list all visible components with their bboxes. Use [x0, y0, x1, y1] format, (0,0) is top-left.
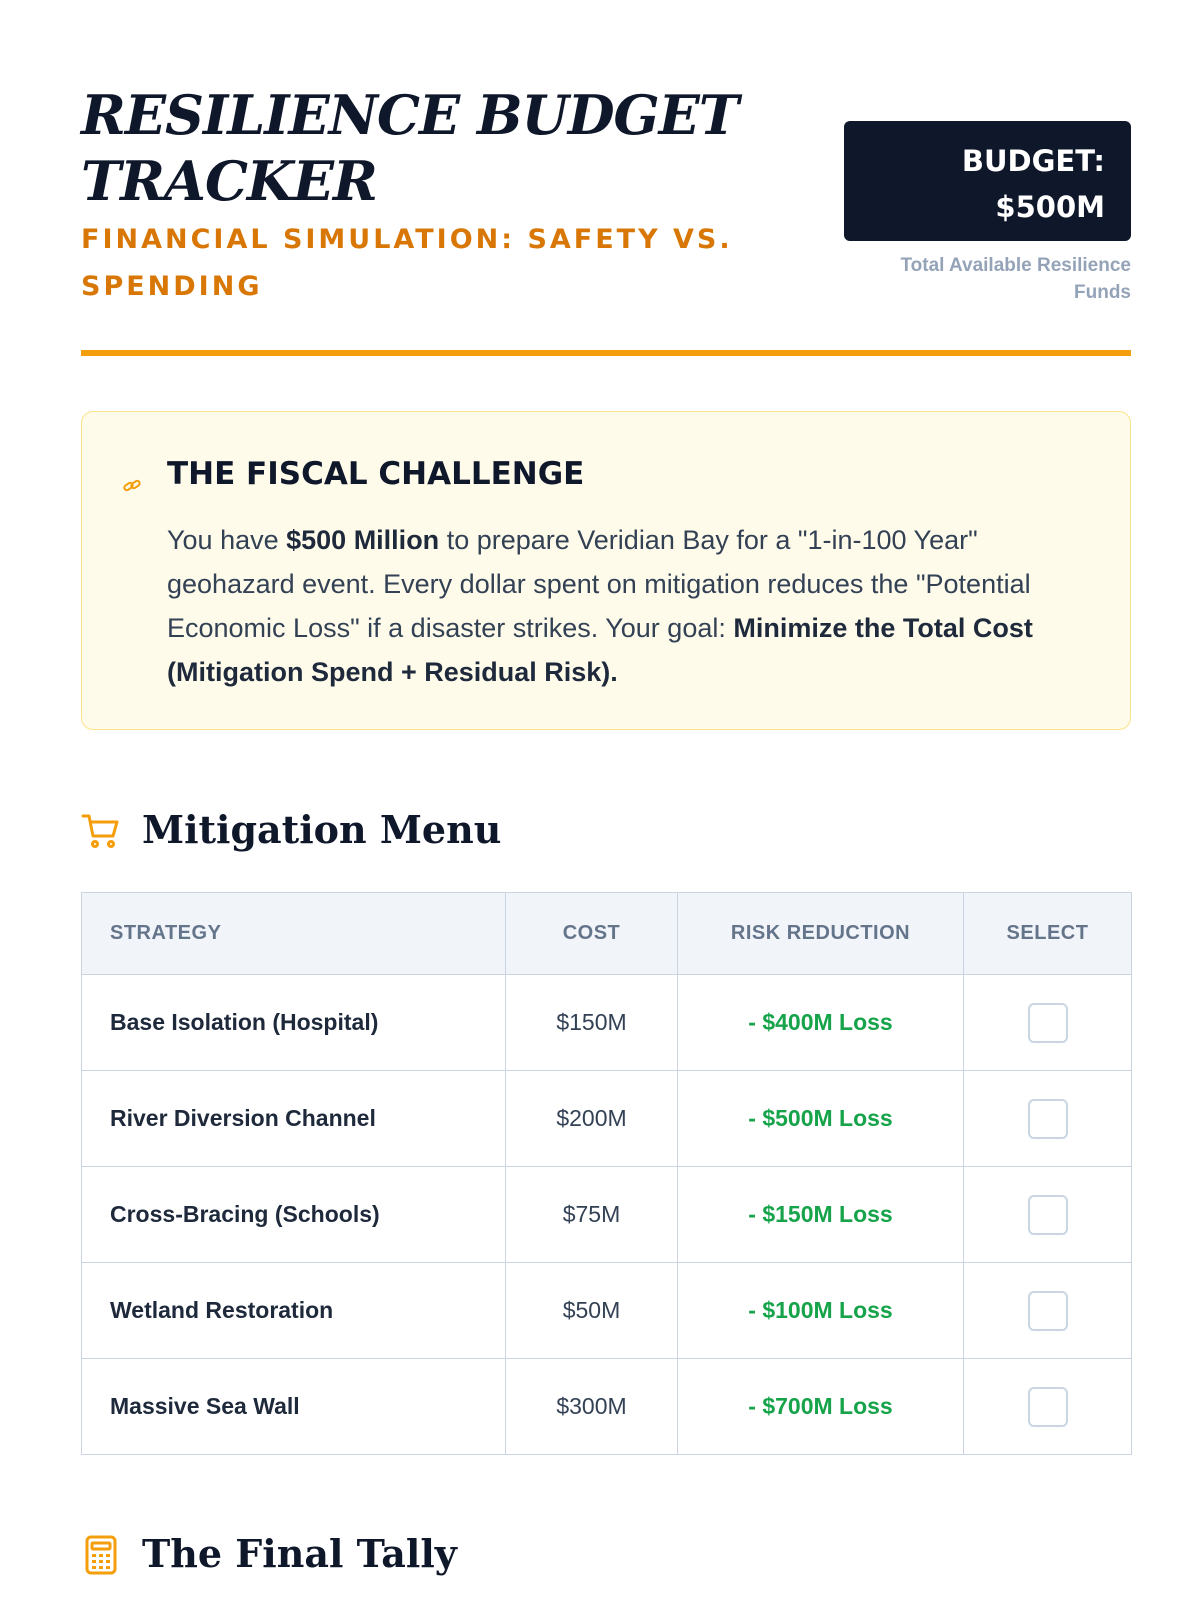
table-row	[82, 1167, 1132, 1263]
strategy-cost: $150M	[506, 975, 678, 1071]
challenge-budget-amount: $500 Million	[286, 525, 440, 555]
strategy-risk-reduction: - $100M Loss	[678, 1263, 964, 1359]
tally-heading: The Final Tally	[142, 1531, 457, 1576]
strategy-name: Massive Sea Wall	[82, 1359, 506, 1455]
challenge-text	[167, 518, 1097, 694]
select-cell	[964, 975, 1132, 1071]
page-title: RESILIENCE BUDGET TRACKER	[81, 83, 738, 213]
select-cell	[964, 1167, 1132, 1263]
select-checkbox[interactable]	[1028, 1291, 1068, 1331]
challenge-title: THE FISCAL CHALLENGE	[167, 456, 585, 492]
strategy-cost: $75M	[506, 1167, 678, 1263]
select-checkbox[interactable]	[1028, 1099, 1068, 1139]
strategy-risk-reduction: - $400M Loss	[678, 975, 964, 1071]
strategy-name: Wetland Restoration	[82, 1263, 506, 1359]
challenge-goal: Minimize the Total Cost (Mitigation Spend + Residual Risk).	[167, 613, 1033, 687]
table-row	[82, 975, 1132, 1071]
column-header-strategy: STRATEGY	[82, 893, 506, 975]
page-subtitle: FINANCIAL SIMULATION: SAFETY VS. SPENDING	[81, 224, 733, 302]
strategy-risk-reduction: - $700M Loss	[678, 1359, 964, 1455]
header-divider	[81, 350, 1131, 356]
fiscal-challenge-card	[81, 411, 1131, 730]
link-icon	[122, 476, 142, 496]
challenge-text-part: to prepare Veridian Bay for a "1-in-100 Year" geohazard event. Every dollar spent on mitigation reduces the "Potential Economic Loss" if a disaster strikes. Your goal:	[167, 525, 1031, 643]
challenge-text-part: You have	[167, 525, 287, 555]
select-cell	[964, 1359, 1132, 1455]
strategy-cost: $50M	[506, 1263, 678, 1359]
budget-label: BUDGET:	[961, 144, 1105, 178]
shopping-cart-icon	[81, 811, 121, 851]
strategy-name: Base Isolation (Hospital)	[82, 975, 506, 1071]
table-header-row	[82, 893, 1132, 975]
strategy-cost: $200M	[506, 1071, 678, 1167]
budget-badge	[844, 121, 1131, 241]
strategy-name: Cross-Bracing (Schools)	[82, 1167, 506, 1263]
calculator-icon	[81, 1535, 121, 1575]
budget-note: Total Available Resilience Funds	[900, 255, 1131, 303]
select-cell	[964, 1071, 1132, 1167]
table-row	[82, 1263, 1132, 1359]
table-row	[82, 1359, 1132, 1455]
mitigation-table	[81, 892, 1132, 1455]
strategy-risk-reduction: - $500M Loss	[678, 1071, 964, 1167]
select-checkbox[interactable]	[1028, 1003, 1068, 1043]
select-checkbox[interactable]	[1028, 1387, 1068, 1427]
select-checkbox[interactable]	[1028, 1195, 1068, 1235]
mitigation-heading: Mitigation Menu	[142, 807, 502, 852]
column-header-risk-reduction: RISK REDUCTION	[678, 893, 964, 975]
column-header-select: SELECT	[964, 893, 1132, 975]
strategy-name: River Diversion Channel	[82, 1071, 506, 1167]
select-cell	[964, 1263, 1132, 1359]
strategy-risk-reduction: - $150M Loss	[678, 1167, 964, 1263]
budget-value: $500M	[995, 190, 1105, 224]
page-header	[81, 82, 1131, 362]
strategy-cost: $300M	[506, 1359, 678, 1455]
column-header-cost: COST	[506, 893, 678, 975]
table-row	[82, 1071, 1132, 1167]
